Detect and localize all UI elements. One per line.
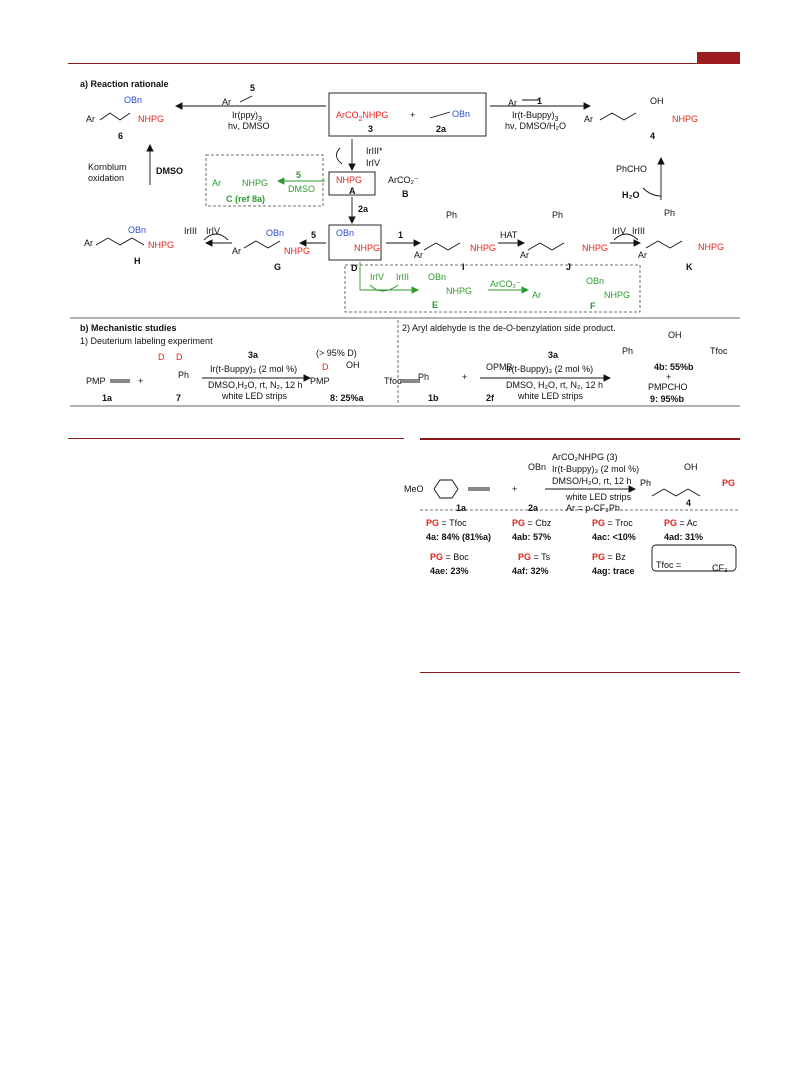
p4-oh: OH bbox=[650, 96, 664, 106]
p4-nhpg: NHPG bbox=[672, 114, 699, 124]
entry-ts-res: 4af: 32% bbox=[512, 566, 549, 576]
section-b-sub2: 2) Aryl aldehyde is the de-O-benzylation side product. bbox=[402, 323, 616, 333]
t-p-oh: OH bbox=[684, 462, 698, 472]
p8-tfoc: Tfoc bbox=[384, 376, 402, 386]
arrow-2a: 2a bbox=[358, 204, 369, 214]
arrow-5b: 5 bbox=[311, 230, 317, 240]
e-label: E bbox=[432, 300, 439, 310]
box-2a: 2a bbox=[436, 124, 447, 134]
entry-troc-res: 4ac: <10% bbox=[592, 532, 636, 542]
arrow-1: 1 bbox=[398, 230, 404, 240]
entry-tfoc: PG = Tfoc bbox=[426, 518, 467, 528]
p8-pmp: PMP bbox=[310, 376, 330, 386]
d-nhpg: NHPG bbox=[354, 243, 381, 253]
cond-b22: DMSO, H₂O, rt, N₂, 12 h bbox=[506, 380, 604, 390]
f-nhpg: NHPG bbox=[604, 290, 631, 300]
e-ir4: IrIV bbox=[370, 272, 385, 282]
f-label: F bbox=[590, 301, 596, 311]
p8-oh: OH bbox=[346, 360, 360, 370]
i-nhpg: NHPG bbox=[470, 243, 497, 253]
ar-label-top: Ar bbox=[222, 97, 231, 107]
r1-label: 1 bbox=[537, 96, 543, 106]
cond-b23: white LED strips bbox=[518, 391, 584, 401]
entry-ac: PG = Ac bbox=[664, 518, 698, 528]
arrow-5-green: 5 bbox=[296, 170, 302, 180]
t-cond3: DMSO/H₂O, rt, 12 h bbox=[552, 476, 632, 486]
ir4-h: IrIV bbox=[206, 226, 221, 236]
g-nhpg: NHPG bbox=[284, 246, 311, 256]
g-obn: OBn bbox=[266, 228, 285, 238]
ir-ppy: $Ir(ppy)_3$ bbox=[232, 110, 262, 123]
h-ar: Ar bbox=[84, 238, 93, 248]
i-label: I bbox=[462, 262, 465, 272]
ph-7: Ph bbox=[178, 370, 190, 380]
k-ph: Ph bbox=[664, 208, 676, 218]
p8-d: D bbox=[322, 362, 329, 372]
h2o: H₂O bbox=[622, 190, 640, 200]
entry-ac-res: 4ad: 31% bbox=[664, 532, 704, 542]
t-p-pg: PG bbox=[722, 478, 736, 488]
t-plus: + bbox=[512, 484, 518, 494]
section-b-sub1: 1) Deuterium labeling experiment bbox=[80, 336, 213, 346]
b-label: B bbox=[402, 189, 409, 199]
e-obn: OBn bbox=[428, 272, 447, 282]
h-label: H bbox=[134, 256, 141, 266]
j-ph: Ph bbox=[552, 210, 564, 220]
entry-boc: PG = Boc bbox=[430, 552, 469, 562]
ir-tbuppy: $Ir(t-Buppy)_3$ bbox=[512, 110, 559, 123]
cond-b2: DMSO,H₂O, rt, N₂, 12 h bbox=[208, 380, 303, 390]
p4b-label: 4b: 55%b bbox=[654, 362, 694, 372]
label-1b: 1b bbox=[428, 393, 439, 403]
ar-label-6: Ar bbox=[86, 114, 95, 124]
r5-top: 5 bbox=[250, 83, 256, 93]
p8-label: 8: 25%a bbox=[330, 393, 364, 403]
p4b-oh: OH bbox=[668, 330, 682, 340]
c-ar: Ar bbox=[212, 178, 221, 188]
p6-label: 6 bbox=[118, 131, 124, 141]
k-label: K bbox=[686, 262, 693, 272]
g-label: G bbox=[274, 262, 282, 272]
hv-dmso-h2o: hν, DMSO/H₂O bbox=[505, 121, 567, 131]
left-column-rule bbox=[68, 438, 404, 439]
h-nhpg: NHPG bbox=[148, 240, 175, 250]
box-plus: + bbox=[410, 110, 416, 120]
label-1a: 1a bbox=[102, 393, 113, 403]
section-b-title: b) Mechanistic studies bbox=[80, 323, 177, 333]
section-a-title: a) Reaction rationale bbox=[80, 79, 169, 89]
a-nhpg: NHPG bbox=[336, 175, 363, 185]
ar-label-1: Ar bbox=[508, 98, 517, 108]
cat-3a-2: 3a bbox=[548, 350, 559, 360]
d1: D bbox=[158, 352, 165, 362]
j-label: J bbox=[566, 262, 572, 272]
plus-b1: + bbox=[138, 376, 144, 386]
p6-obn: OBn bbox=[124, 95, 143, 105]
label-2f: 2f bbox=[486, 393, 495, 403]
opmb: OPMB bbox=[486, 362, 513, 372]
j-nhpg: NHPG bbox=[582, 243, 609, 253]
cond-b1: Ir(t-Buppy)₃ (2 mol %) bbox=[210, 364, 298, 374]
ir4-a: IrIV bbox=[366, 158, 381, 168]
i-ph: Ph bbox=[446, 210, 458, 220]
t-p-label: 4 bbox=[686, 498, 692, 508]
d-obn: OBn bbox=[336, 228, 355, 238]
entry-cbz-res: 4ab: 57% bbox=[512, 532, 552, 542]
t-cond1: ArCO₂NHPG (3) bbox=[552, 452, 618, 462]
t-p-ph: Ph bbox=[640, 478, 652, 488]
arco2-green: ArCO₂⁻ bbox=[490, 279, 521, 289]
p4b-plus: + bbox=[666, 372, 672, 382]
d-label: D bbox=[351, 263, 358, 273]
kornblum-dmso: DMSO bbox=[156, 166, 183, 176]
cond-b21: Ir(t-Buppy)₃ (2 mol %) bbox=[506, 364, 594, 374]
i-ar: Ar bbox=[414, 250, 423, 260]
t-2a: 2a bbox=[528, 503, 539, 513]
t-1a: 1a bbox=[456, 503, 467, 513]
entry-ts: PG = Ts bbox=[518, 552, 551, 562]
ir3-star: IrIII* bbox=[366, 146, 383, 156]
label-7: 7 bbox=[176, 393, 182, 403]
k-ar: Ar bbox=[638, 250, 647, 260]
pmpcho: PMPCHO bbox=[648, 382, 688, 392]
hv-dmso: hν, DMSO bbox=[228, 121, 270, 131]
c-nhpg: NHPG bbox=[242, 178, 269, 188]
g-ar: Ar bbox=[232, 246, 241, 256]
t-meo: MeO bbox=[404, 484, 424, 494]
k-nhpg: NHPG bbox=[698, 242, 725, 252]
plus-b2: + bbox=[462, 372, 468, 382]
entry-troc: PG = Troc bbox=[592, 518, 633, 528]
b-arco2: ArCO₂⁻ bbox=[388, 175, 419, 185]
tfoc-cf3: CF₃ bbox=[712, 563, 728, 573]
deut: (> 95% D) bbox=[316, 348, 357, 358]
ir3-h: IrIII bbox=[184, 226, 197, 236]
e-ir3: IrIII bbox=[396, 272, 409, 282]
f-ar: Ar bbox=[532, 290, 541, 300]
p4-label: 4 bbox=[650, 131, 656, 141]
ir4-k: IrIV bbox=[612, 226, 627, 236]
cond-b3: white LED strips bbox=[222, 391, 288, 401]
a-label: A bbox=[349, 186, 356, 196]
t-cond4: white LED strips bbox=[566, 492, 632, 502]
entry-boc-res: 4ae: 23% bbox=[430, 566, 469, 576]
p9-label: 9: 95%b bbox=[650, 394, 685, 404]
box-obn: OBn bbox=[452, 109, 471, 119]
j-ar: Ar bbox=[520, 250, 529, 260]
d2: D bbox=[176, 352, 183, 362]
ir3-k: IrIII bbox=[632, 226, 645, 236]
arrow-dmso-green: DMSO bbox=[288, 184, 315, 194]
p4b-tfoc: Tfoc bbox=[710, 346, 728, 356]
hat: HAT bbox=[500, 230, 518, 240]
t-cond5: Ar = p-CF₃Ph bbox=[566, 503, 620, 513]
cat-3a: 3a bbox=[248, 350, 259, 360]
pmp-1a: PMP bbox=[86, 376, 106, 386]
box-3: 3 bbox=[368, 124, 374, 134]
p6-nhpg: NHPG bbox=[138, 114, 165, 124]
e-nhpg: NHPG bbox=[446, 286, 473, 296]
p4b-ph: Ph bbox=[622, 346, 634, 356]
ar-label-4: Ar bbox=[584, 114, 593, 124]
entry-tfoc-res: 4a: 84% (81%a) bbox=[426, 532, 492, 542]
kornblum-text: Kornblum oxidation bbox=[88, 162, 127, 183]
phcho: PhCHO bbox=[616, 164, 648, 174]
entry-bz-res: 4ag: trace bbox=[592, 566, 635, 576]
ph-1b: Ph bbox=[418, 372, 430, 382]
entry-cbz: PG = Cbz bbox=[512, 518, 552, 528]
t-obn: OBn bbox=[528, 462, 547, 472]
tfoc-def: Tfoc = bbox=[656, 560, 682, 570]
table-bottom-rule bbox=[420, 672, 740, 673]
f-obn: OBn bbox=[586, 276, 605, 286]
c-label: C (ref 8a) bbox=[226, 194, 266, 204]
box-arco2nhpg: ArCO$_2$NHPG bbox=[336, 110, 389, 123]
table-top-rule bbox=[420, 438, 740, 440]
h-obn: OBn bbox=[128, 225, 147, 235]
entry-bz: PG = Bz bbox=[592, 552, 626, 562]
t-cond2: Ir(t-Buppy)₃ (2 mol %) bbox=[552, 464, 640, 474]
